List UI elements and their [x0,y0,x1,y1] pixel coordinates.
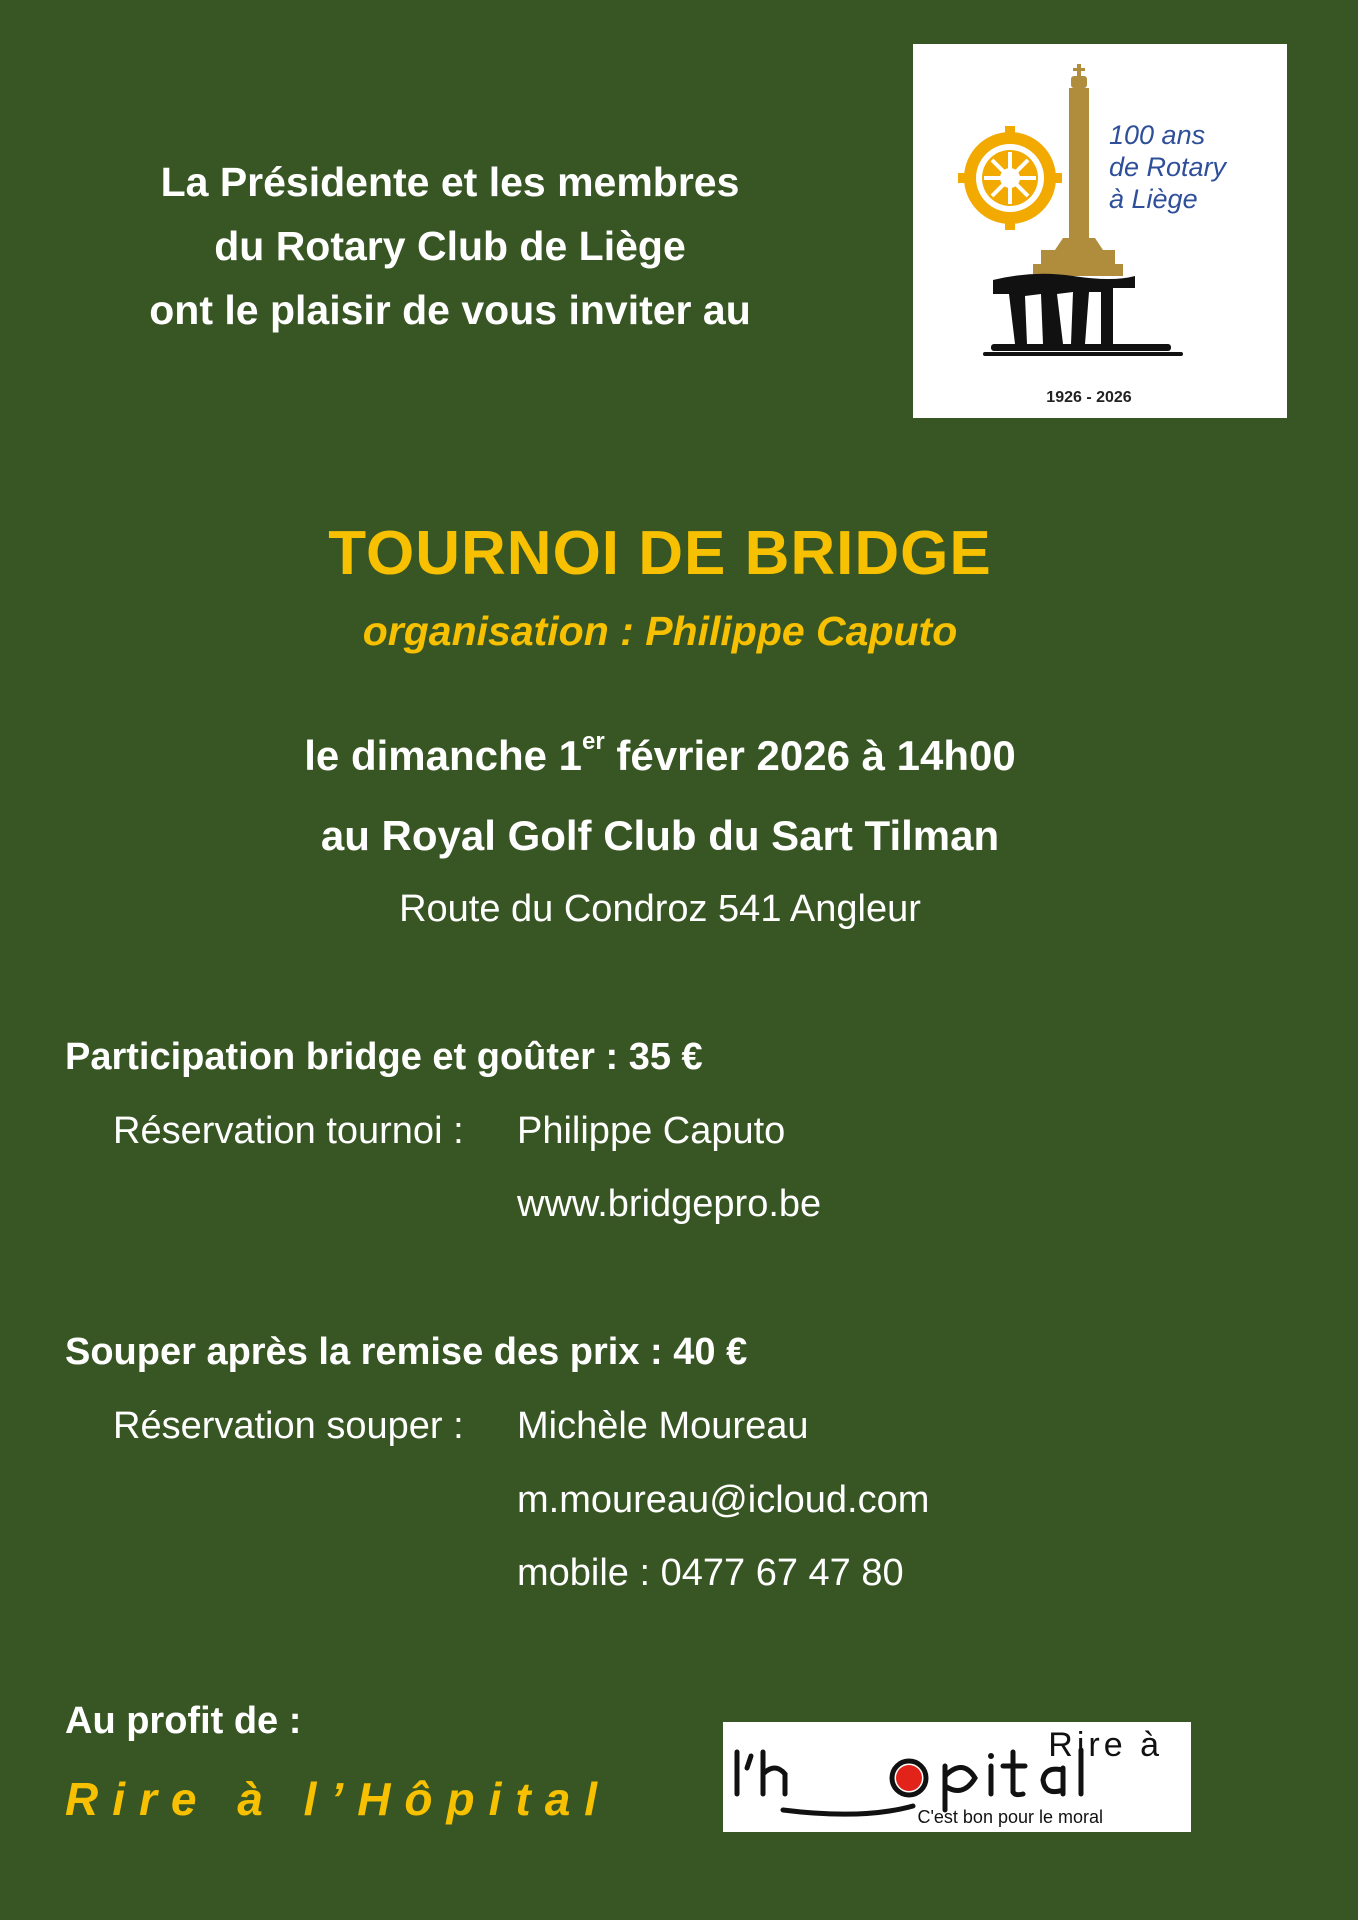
event-address: Route du Condroz 541 Angleur [399,888,921,930]
logo-line-1: 100 ans [1109,120,1206,150]
charity-name: Rire à l’Hôpital [65,1773,612,1825]
intro-line-2: du Rotary Club de Liège [214,223,686,269]
benefit-label: Au profit de : [65,1700,302,1742]
logo-line-2: de Rotary [1109,152,1227,182]
rire-logo-tagline: C'est bon pour le moral [917,1807,1103,1827]
event-organiser: organisation : Philippe Caputo [362,608,958,654]
rire-logo-line-1: Rire à [1048,1726,1163,1764]
dinner-price-heading: Souper après la remise des prix : 40 € [65,1331,748,1373]
dinner-contact-name: Michèle Moureau [517,1405,809,1447]
dinner-mobile: mobile : 0477 67 47 80 [517,1552,904,1594]
fountain-base-icon [983,274,1183,356]
event-date: le dimanche 1er février 2026 à 14h00 [304,728,1016,779]
bridge-price-heading: Participation bridge et goûter : 35 € [65,1036,703,1078]
rotary-100-years-logo [913,44,1287,418]
intro-text [80,150,820,342]
dinner-email-link[interactable]: m.moureau@icloud.com [517,1479,930,1521]
bridge-website-link[interactable]: www.bridgepro.be [517,1183,822,1225]
rire-a-lhopital-logo [723,1722,1191,1832]
logo-line-3: à Liège [1109,184,1198,214]
dinner-reservation-label: Réservation souper : [113,1405,464,1447]
event-title: TOURNOI DE BRIDGE [328,519,992,588]
event-venue: au Royal Golf Club du Sart Tilman [320,812,1000,859]
logo-years: 1926 - 2026 [1046,389,1132,406]
intro-line-1: La Présidente et les membres [160,159,740,205]
intro-line-3: ont le plaisir de vous inviter au [149,287,751,333]
clown-nose-icon [896,1765,922,1791]
bridge-reservation-label: Réservation tournoi : [113,1110,464,1152]
rotary-wheel-icon [958,126,1062,230]
bridge-contact-name: Philippe Caputo [517,1110,786,1152]
